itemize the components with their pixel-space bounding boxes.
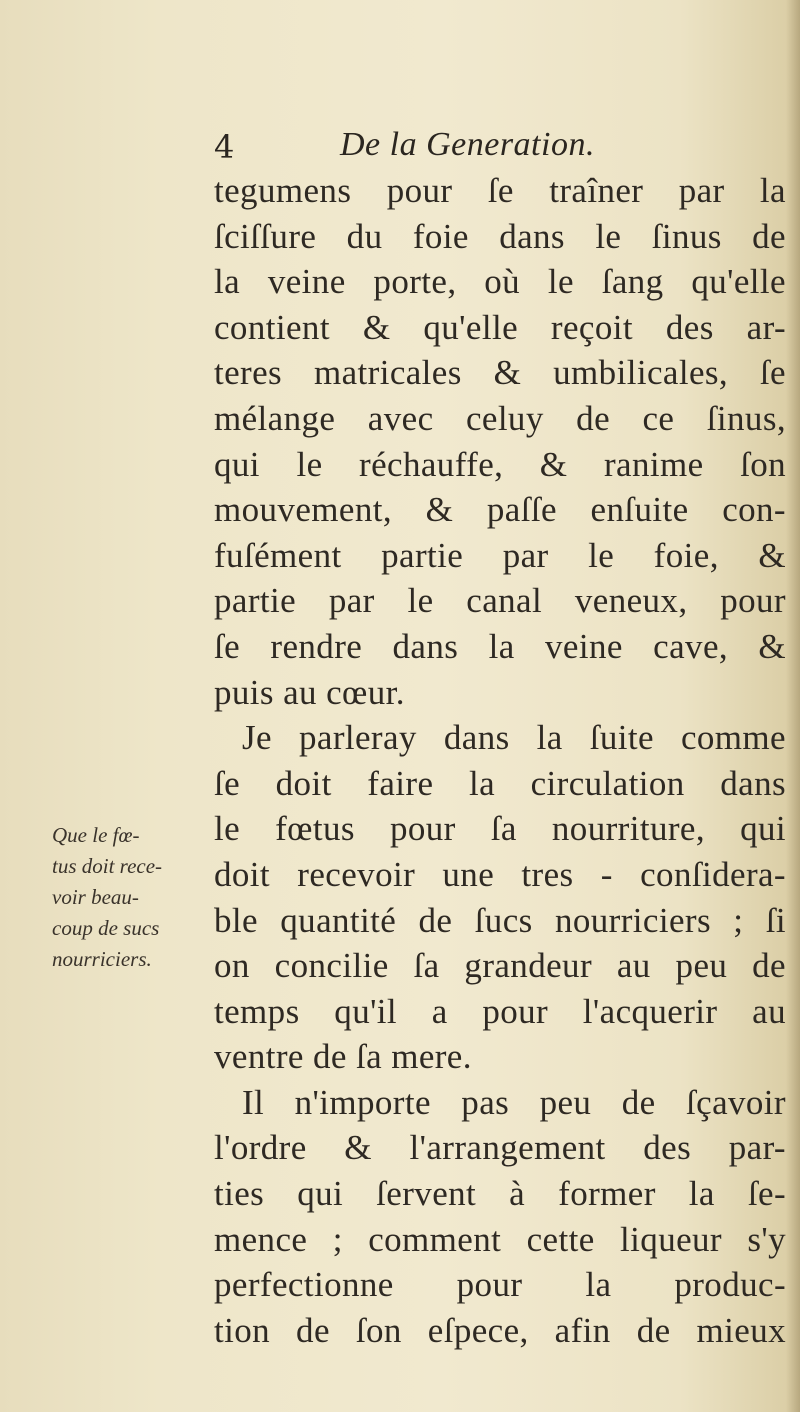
text-line: ties qui ſervent à former la ſe- bbox=[214, 1174, 786, 1214]
text-line: mélange avec celuy de ce ſinus, bbox=[214, 398, 786, 438]
paragraph-start-line: Il n'importe pas peu de ſçavoir bbox=[242, 1082, 786, 1122]
page-number: 4 bbox=[214, 128, 235, 166]
text-line: ſe rendre dans la veine cave, & bbox=[214, 626, 786, 666]
text-line: ſciſſure du foie dans le ſinus de bbox=[214, 216, 786, 256]
text-line: teres matricales & umbilicales, ſe bbox=[214, 353, 786, 393]
text-line: temps qu'il a pour l'acquerir au bbox=[214, 991, 786, 1031]
marginal-note-line: Que le fœ- bbox=[52, 823, 140, 847]
text-line: tegumens pour ſe traîner par la bbox=[214, 171, 786, 210]
text-line: on concilie ſa grandeur au peu de bbox=[214, 946, 786, 986]
text-line: la veine porte, où le ſang qu'elle bbox=[214, 262, 786, 302]
text-line: perfectionne pour la produc- bbox=[214, 1265, 786, 1305]
text-line: ble quantité de ſucs nourriciers ; ſi bbox=[214, 900, 786, 940]
text-line: l'ordre & l'arrangement des par- bbox=[214, 1128, 786, 1168]
text-line: fuſément partie par le foie, & bbox=[214, 535, 786, 575]
paragraph-start-line: Je parleray dans la ſuite comme bbox=[242, 718, 786, 758]
marginal-note-line: nourriciers. bbox=[52, 947, 152, 971]
running-head: De la Generation. bbox=[340, 126, 595, 163]
marginal-note bbox=[52, 820, 212, 975]
text-line: doit recevoir une tres - conſidera- bbox=[214, 854, 786, 894]
text-line: qui le réchauffe, & ranime ſon bbox=[214, 444, 786, 484]
page-header bbox=[214, 126, 774, 174]
text-line: partie par le canal veneux, pour bbox=[214, 581, 786, 621]
marginal-note-line: coup de sucs bbox=[52, 916, 160, 940]
text-line: mence ; comment cette liqueur s'y bbox=[214, 1219, 786, 1259]
text-line: puis au cœur. bbox=[214, 672, 405, 712]
text-line: mouvement, & paſſe enſuite con- bbox=[214, 490, 786, 530]
page-edge-shadow bbox=[786, 0, 800, 1412]
text-line: tion de ſon eſpece, afin de mieux bbox=[214, 1310, 786, 1350]
text-line: ventre de ſa mere. bbox=[214, 1037, 472, 1077]
text-line: ſe doit faire la circulation dans bbox=[214, 763, 786, 803]
body-text bbox=[214, 168, 786, 1353]
text-line: le fœtus pour ſa nourriture, qui bbox=[214, 809, 786, 849]
marginal-note-line: tus doit rece- bbox=[52, 854, 163, 878]
marginal-note-line: voir beau- bbox=[52, 885, 139, 909]
text-line: contient & qu'elle reçoit des ar- bbox=[214, 307, 786, 347]
